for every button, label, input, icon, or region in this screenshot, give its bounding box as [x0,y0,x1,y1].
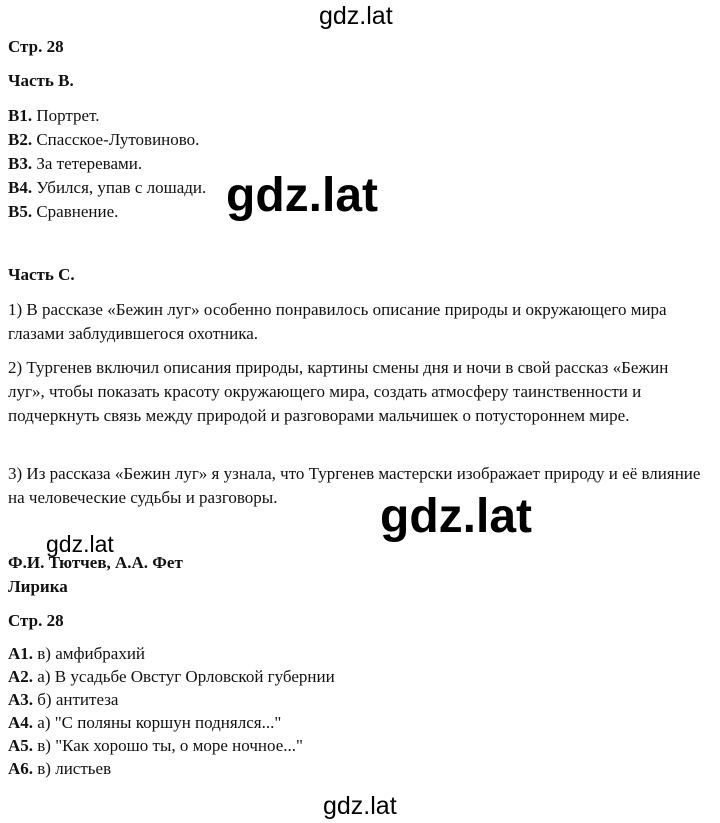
page-heading: Стр. 28 [8,37,64,56]
answer-text: в) листьев [33,759,112,778]
answer-text: а) "С поляны коршун поднялся..." [33,713,282,732]
answer-text: в) "Как хорошо ты, о море ночное..." [33,736,303,755]
paragraph-3: 3) Из рассказа «Бежин луг» я узнала, что Тургенев мастерски изображает природу и её влияние на человеческие судьбы и разговоры. [8,464,701,507]
answer-label: А2. [8,667,34,686]
answer-label: А4. [8,713,34,732]
answer-text: Убился, упав с лошади. [32,178,207,197]
answer-label: В1. [8,106,33,125]
watermark-top: gdz.lat [319,2,393,30]
watermark-large-1: gdz.lat [226,169,378,222]
answer-label: В5. [8,202,33,221]
page-heading-2: Стр. 28 [8,611,64,630]
answer-label: А6. [8,759,34,778]
answer-a1 [8,642,145,666]
answer-text: Портрет. [32,106,100,125]
genre-heading: Лирика [8,577,68,596]
answer-a4 [8,711,281,735]
answer-a2 [8,665,335,689]
answer-label: В3. [8,154,33,173]
answer-label: В4. [8,178,33,197]
answer-b3 [8,152,142,176]
answer-label: А3. [8,690,34,709]
answer-b5 [8,200,118,224]
answer-label: В2. [8,130,33,149]
paragraph-2: 2) Тургенев включил описания природы, картины смены дня и ночи в свой рассказ «Бежин луг», чтобы показать красоту окружающего мира, создать атмосферу таинственности и подчеркнуть связь между природой и разговорами мальчишек о потустороннем мире. [8,358,669,425]
watermark-small: gdz.lat [46,531,114,557]
answer-text: Спасское-Лутовиново. [32,130,200,149]
answer-text: в) амфибрахий [33,644,146,663]
answer-b4 [8,176,206,200]
answer-a6 [8,757,111,781]
part-c-title: Часть С. [8,265,75,284]
answer-a5 [8,734,303,758]
answer-text: а) В усадьбе Овстуг Орловской губернии [33,667,335,686]
answer-a3 [8,688,118,712]
answer-label: А5. [8,736,34,755]
answer-label: А1. [8,644,34,663]
answer-b2 [8,128,199,152]
watermark-bottom: gdz.lat [323,792,397,820]
answer-text: За тетеревами. [32,154,143,173]
part-b-title: Часть В. [8,71,74,90]
watermark-large-2: gdz.lat [380,490,532,543]
authors-heading: Ф.И. Тютчев, А.А. Фет [8,553,183,572]
answer-text: б) антитеза [33,690,119,709]
answer-b1 [8,104,99,128]
answer-text: Сравнение. [32,202,119,221]
paragraph-1: 1) В рассказе «Бежин луг» особенно понравилось описание природы и окружающего мира глазами заблудившегося охотника. [8,300,667,343]
